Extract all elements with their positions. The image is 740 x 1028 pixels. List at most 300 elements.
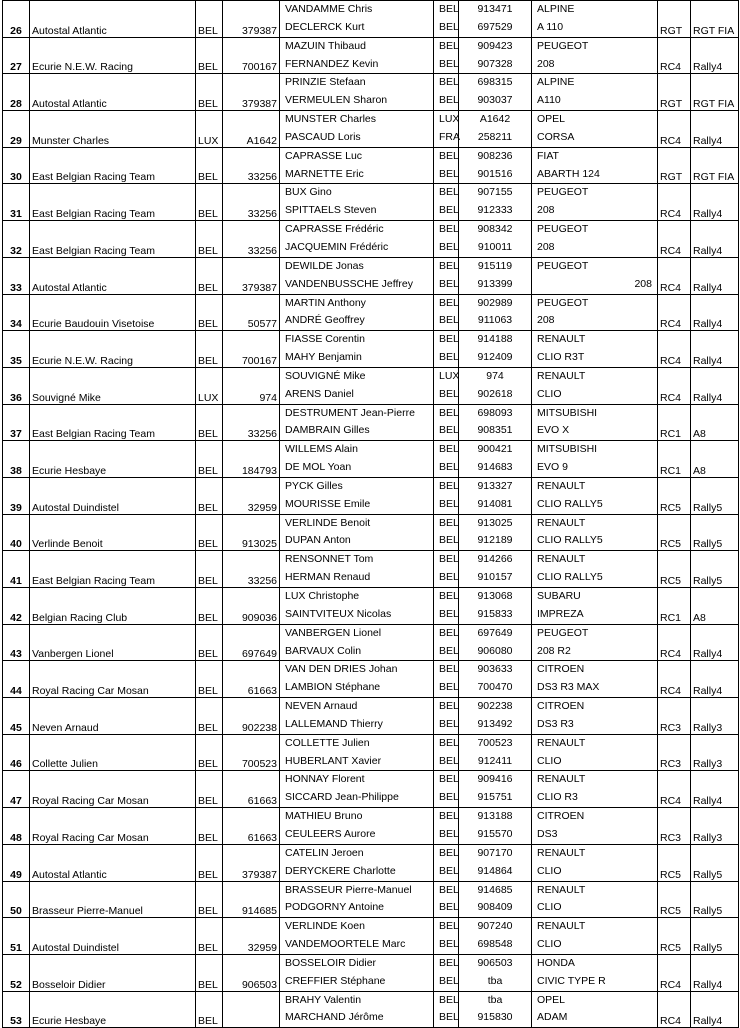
car-class: RC3 [658,698,691,735]
table-row [3,367,739,404]
team-nationality: BEL [196,808,223,845]
crew-licence-cell [459,881,532,918]
car-cell [532,1,658,38]
car-make: RENAULT [537,333,586,346]
driver-name: MAZUIN Thibaud [285,39,366,52]
car-group: Rally4 [691,294,739,331]
car-class: RC1 [658,588,691,625]
codriver-nationality: BEL [439,571,459,584]
car-class: RC4 [658,331,691,368]
codriver-licence: 911063 [477,314,513,327]
driver-licence: 913025 [477,516,513,529]
team-name: Autostal Duindistel [30,918,196,955]
driver-name: SOUVIGNÉ Mike [285,369,366,382]
car-cell [532,404,658,441]
car-class: RC4 [658,771,691,808]
car-model: IMPREZA [537,607,584,620]
car-group: RGT FIA [691,147,739,184]
team-name: Ecurie N.E.W. Racing [30,37,196,74]
crew-nationality-cell [434,551,459,588]
codriver-name: SPITTAELS Steven [285,204,377,217]
driver-nationality: BEL [439,443,459,456]
driver-licence: 698093 [477,406,513,419]
entry-number-cell [3,808,30,845]
crew-nationality-cell [434,1,459,38]
team-licence: 379387 [223,257,280,294]
entry-number-cell [3,331,30,368]
driver-nationality: BEL [439,920,459,933]
car-cell [532,808,658,845]
car-group: A8 [691,588,739,625]
driver-licence: 902989 [477,296,513,309]
codriver-nationality: BEL [439,534,459,547]
crew-nationality-cell [434,221,459,258]
team-licence: 914685 [223,881,280,918]
driver-licence: 908342 [477,223,513,236]
driver-name: CAPRASSE Frédéric [285,223,384,236]
team-nationality: BEL [196,147,223,184]
driver-nationality: BEL [439,663,459,676]
codriver-name: SICCARD Jean-Philippe [285,791,399,804]
crew-licence-cell [459,808,532,845]
driver-licence: 697649 [477,626,513,639]
codriver-licence: 910157 [477,571,513,584]
crew-licence-cell [459,918,532,955]
car-class: RC4 [658,221,691,258]
team-nationality: BEL [196,954,223,991]
entry-number: 34 [10,318,22,331]
car-cell [532,588,658,625]
team-licence: 61663 [223,771,280,808]
car-class: RC4 [658,991,691,1028]
crew-cell [280,257,434,294]
codriver-nationality: BEL [439,57,459,70]
driver-licence: 903633 [477,663,513,676]
car-model: 208 [537,240,555,253]
codriver-nationality: BEL [439,901,459,914]
team-licence: 61663 [223,661,280,698]
crew-licence-cell [459,734,532,771]
crew-nationality-cell [434,441,459,478]
car-class: RC4 [658,184,691,221]
driver-nationality: BEL [439,296,459,309]
driver-name: VAN DEN DRIES Johan [285,663,398,676]
car-model: CLIO [537,864,562,877]
driver-licence: 698315 [477,76,513,89]
crew-nationality-cell [434,331,459,368]
car-model: EVO 9 [537,461,568,474]
car-make: RENAULT [537,773,586,786]
crew-nationality-cell [434,404,459,441]
crew-nationality-cell [434,477,459,514]
car-make: CITROEN [537,810,585,823]
car-cell [532,74,658,111]
entry-number: 35 [10,354,22,367]
codriver-licence: 912411 [477,754,513,767]
crew-nationality-cell [434,184,459,221]
crew-licence-cell [459,74,532,111]
codriver-name: CEULEERS Aurore [285,827,376,840]
driver-name: VERLINDE Koen [285,920,365,933]
crew-nationality-cell [434,771,459,808]
entry-number-cell [3,624,30,661]
crew-nationality-cell [434,844,459,881]
car-make: PEUGEOT [537,259,589,272]
car-cell [532,441,658,478]
crew-nationality-cell [434,661,459,698]
car-cell [532,954,658,991]
car-group: Rally3 [691,808,739,845]
table-row [3,771,739,808]
crew-nationality-cell [434,881,459,918]
driver-name: BRASSEUR Pierre-Manuel [285,883,412,896]
team-name: East Belgian Racing Team [30,221,196,258]
crew-licence-cell [459,331,532,368]
team-name: Munster Charles [30,111,196,148]
table-row [3,257,739,294]
car-class: RGT [658,1,691,38]
crew-nationality-cell [434,257,459,294]
car-make: CITROEN [537,663,585,676]
codriver-nationality: BEL [439,607,459,620]
car-class: RC4 [658,37,691,74]
crew-licence-cell [459,367,532,404]
team-nationality: BEL [196,588,223,625]
table-row [3,661,739,698]
car-make: RENAULT [537,846,586,859]
entry-number-cell [3,404,30,441]
driver-name: DESTRUMENT Jean-Pierre [285,406,415,419]
table-row [3,624,739,661]
team-nationality: BEL [196,771,223,808]
team-name: Ecurie Hesbaye [30,991,196,1028]
car-class: RC5 [658,477,691,514]
codriver-nationality: BEL [439,240,459,253]
entry-number: 52 [10,978,22,991]
codriver-name: SAINTVITEUX Nicolas [285,607,392,620]
driver-name: FIASSE Corentin [285,333,365,346]
car-group: Rally5 [691,881,739,918]
driver-nationality: LUX [439,369,460,382]
crew-cell [280,698,434,735]
crew-licence-cell [459,1,532,38]
team-name: Souvigné Mike [30,367,196,404]
driver-nationality: BEL [439,773,459,786]
entry-number-cell [3,698,30,735]
entry-number: 50 [10,905,22,918]
entry-number: 47 [10,795,22,808]
driver-name: COLLETTE Julien [285,736,370,749]
codriver-name: LALLEMAND Thierry [285,717,383,730]
table-row [3,551,739,588]
codriver-licence: 913492 [477,717,513,730]
team-name: Royal Racing Car Mosan [30,808,196,845]
entry-number: 42 [10,611,22,624]
car-cell [532,111,658,148]
crew-nationality-cell [434,367,459,404]
codriver-name: JACQUEMIN Frédéric [285,240,389,253]
table-row [3,74,739,111]
driver-licence: 909416 [477,773,513,786]
codriver-nationality: BEL [439,314,459,327]
entry-number-cell [3,661,30,698]
crew-cell [280,367,434,404]
team-licence: 379387 [223,844,280,881]
car-cell [532,918,658,955]
entry-number: 37 [10,428,22,441]
entry-number: 40 [10,538,22,551]
entry-number: 41 [10,575,22,587]
car-model: CLIO [537,901,562,914]
entry-list-table [2,0,739,1028]
entry-number: 46 [10,758,22,771]
codriver-licence: 912333 [477,204,513,217]
driver-nationality: BEL [439,186,459,199]
codriver-licence: 903037 [477,94,513,107]
driver-name: CAPRASSE Luc [285,149,363,162]
codriver-nationality: BEL [439,277,459,290]
table-row [3,808,739,845]
crew-cell [280,624,434,661]
team-licence: 33256 [223,221,280,258]
codriver-licence: 906080 [477,644,513,657]
car-cell [532,514,658,551]
team-name: Autostal Duindistel [30,477,196,514]
codriver-nationality: BEL [439,827,459,840]
crew-nationality-cell [434,37,459,74]
car-group: RGT FIA [691,1,739,38]
entry-number-cell [3,147,30,184]
team-licence: 902238 [223,698,280,735]
crew-licence-cell [459,844,532,881]
team-name: East Belgian Racing Team [30,147,196,184]
team-nationality: BEL [196,881,223,918]
car-make: RENAULT [537,736,586,749]
entry-number-cell [3,734,30,771]
car-model: CORSA [537,130,575,143]
car-group: Rally4 [691,661,739,698]
crew-cell [280,734,434,771]
codriver-name: MARCHAND Jérôme [285,1011,384,1024]
codriver-name: LAMBION Stéphane [285,681,381,694]
team-name: Royal Racing Car Mosan [30,661,196,698]
team-licence: 184793 [223,441,280,478]
entry-number: 45 [10,721,22,734]
driver-licence: 914266 [477,553,513,566]
driver-name: BOSSELOIR Didier [285,956,377,969]
driver-licence: 908236 [477,149,513,162]
driver-licence: 913327 [477,479,513,492]
driver-nationality: BEL [439,406,459,419]
team-nationality: BEL [196,404,223,441]
codriver-licence: 915570 [477,827,513,840]
car-make: RENAULT [537,920,586,933]
crew-cell [280,881,434,918]
codriver-licence: 907328 [477,57,513,70]
team-nationality: BEL [196,1,223,38]
team-licence: 33256 [223,551,280,588]
car-class: RC1 [658,441,691,478]
crew-nationality-cell [434,74,459,111]
crew-licence-cell [459,441,532,478]
crew-cell [280,1,434,38]
car-model: CLIO RALLY5 [537,571,603,584]
codriver-name: DERYCKERE Charlotte [285,864,396,877]
car-group: Rally5 [691,918,739,955]
car-class: RC4 [658,367,691,404]
team-name: Belgian Racing Club [30,588,196,625]
team-nationality: BEL [196,844,223,881]
team-nationality: BEL [196,477,223,514]
team-licence: 32959 [223,477,280,514]
entry-number: 29 [10,134,22,147]
team-nationality: BEL [196,294,223,331]
team-licence: 700523 [223,734,280,771]
car-cell [532,624,658,661]
crew-licence-cell [459,624,532,661]
codriver-name: BARVAUX Colin [285,644,362,657]
crew-nationality-cell [434,991,459,1028]
team-nationality: BEL [196,698,223,735]
entry-number: 30 [10,171,22,184]
driver-nationality: BEL [439,993,459,1006]
codriver-nationality: BEL [439,864,459,877]
car-make: PEUGEOT [537,626,589,639]
car-make: RENAULT [537,553,586,566]
entry-number: 44 [10,685,22,698]
crew-cell [280,221,434,258]
team-name: Brasseur Pierre-Manuel [30,881,196,918]
codriver-licence: 908351 [477,424,513,437]
team-nationality: BEL [196,221,223,258]
crew-cell [280,918,434,955]
crew-licence-cell [459,221,532,258]
crew-cell [280,844,434,881]
crew-licence-cell [459,37,532,74]
codriver-licence: 908409 [477,901,513,914]
driver-name: MARTIN Anthony [285,296,366,309]
car-make: ALPINE [537,3,575,15]
codriver-licence: 915751 [477,791,513,804]
entry-number-cell [3,991,30,1028]
car-model: 208 [537,57,555,70]
codriver-name: ARENS Daniel [285,387,354,400]
car-make: PEUGEOT [537,223,589,236]
driver-nationality: BEL [439,259,459,272]
codriver-name: DAMBRAIN Gilles [285,424,370,437]
team-licence: 33256 [223,184,280,221]
driver-name: CATELIN Jeroen [285,846,364,859]
car-make: SUBARU [537,590,581,602]
driver-nationality: BEL [439,149,459,162]
car-group: Rally5 [691,514,739,551]
driver-nationality: BEL [439,479,459,492]
team-name: Autostal Atlantic [30,1,196,38]
car-class: RGT [658,74,691,111]
table-row [3,441,739,478]
driver-name: PYCK Gilles [285,479,343,492]
car-make: PEUGEOT [537,39,589,52]
table-row [3,111,739,148]
car-class: RC5 [658,918,691,955]
team-nationality: BEL [196,74,223,111]
entry-number-cell [3,881,30,918]
codriver-licence: 698548 [477,938,513,951]
team-name: Autostal Atlantic [30,74,196,111]
codriver-licence: 912189 [477,534,513,547]
team-nationality: LUX [196,111,223,148]
car-class: RC5 [658,551,691,588]
crew-licence-cell [459,147,532,184]
car-make: PEUGEOT [537,186,589,199]
driver-name: RENSONNET Tom [285,553,374,566]
driver-licence: A1642 [479,113,511,126]
crew-cell [280,808,434,845]
car-cell [532,367,658,404]
entry-rows [3,1,739,1028]
entry-number-cell [3,74,30,111]
table-row [3,918,739,955]
team-licence: 700167 [223,331,280,368]
car-group: Rally3 [691,734,739,771]
table-row [3,698,739,735]
entry-number: 48 [10,831,22,844]
car-model: EVO X [537,424,570,437]
codriver-name: PODGORNY Antoine [285,901,385,914]
car-cell [532,37,658,74]
crew-licence-cell [459,954,532,991]
entry-number: 53 [10,1015,22,1028]
codriver-name: PASCAUD Loris [285,130,361,143]
car-model: DS3 [537,827,558,840]
team-nationality: BEL [196,184,223,221]
car-group: Rally4 [691,221,739,258]
team-nationality: BEL [196,441,223,478]
team-nationality: BEL [196,918,223,955]
codriver-licence: 915833 [477,607,513,620]
driver-name: NEVEN Arnaud [285,700,358,713]
team-licence: 909036 [223,588,280,625]
crew-nationality-cell [434,624,459,661]
car-model: 208 R2 [537,644,571,657]
driver-name: VANBERGEN Lionel [285,626,382,639]
team-nationality: BEL [196,734,223,771]
car-class: RC4 [658,294,691,331]
codriver-name: DECLERCK Kurt [285,20,365,33]
codriver-nationality: BEL [439,754,459,767]
driver-licence: 700523 [477,736,513,749]
team-nationality: BEL [196,991,223,1028]
driver-licence: 909423 [477,39,513,52]
car-model: CLIO [537,754,562,767]
car-model: DS3 R3 MAX [537,681,600,694]
crew-cell [280,477,434,514]
entry-number: 43 [10,648,22,661]
driver-nationality: BEL [439,516,459,529]
driver-name: MATHIEU Bruno [285,810,363,823]
crew-cell [280,588,434,625]
entry-number-cell [3,257,30,294]
team-licence: 33256 [223,147,280,184]
driver-licence: 907155 [477,186,513,199]
driver-name: LUX Christophe [285,590,360,602]
crew-cell [280,661,434,698]
entry-number-cell [3,588,30,625]
crew-nationality-cell [434,698,459,735]
driver-nationality: BEL [439,700,459,713]
crew-nationality-cell [434,588,459,625]
driver-name: VANDAMME Chris [285,3,373,15]
